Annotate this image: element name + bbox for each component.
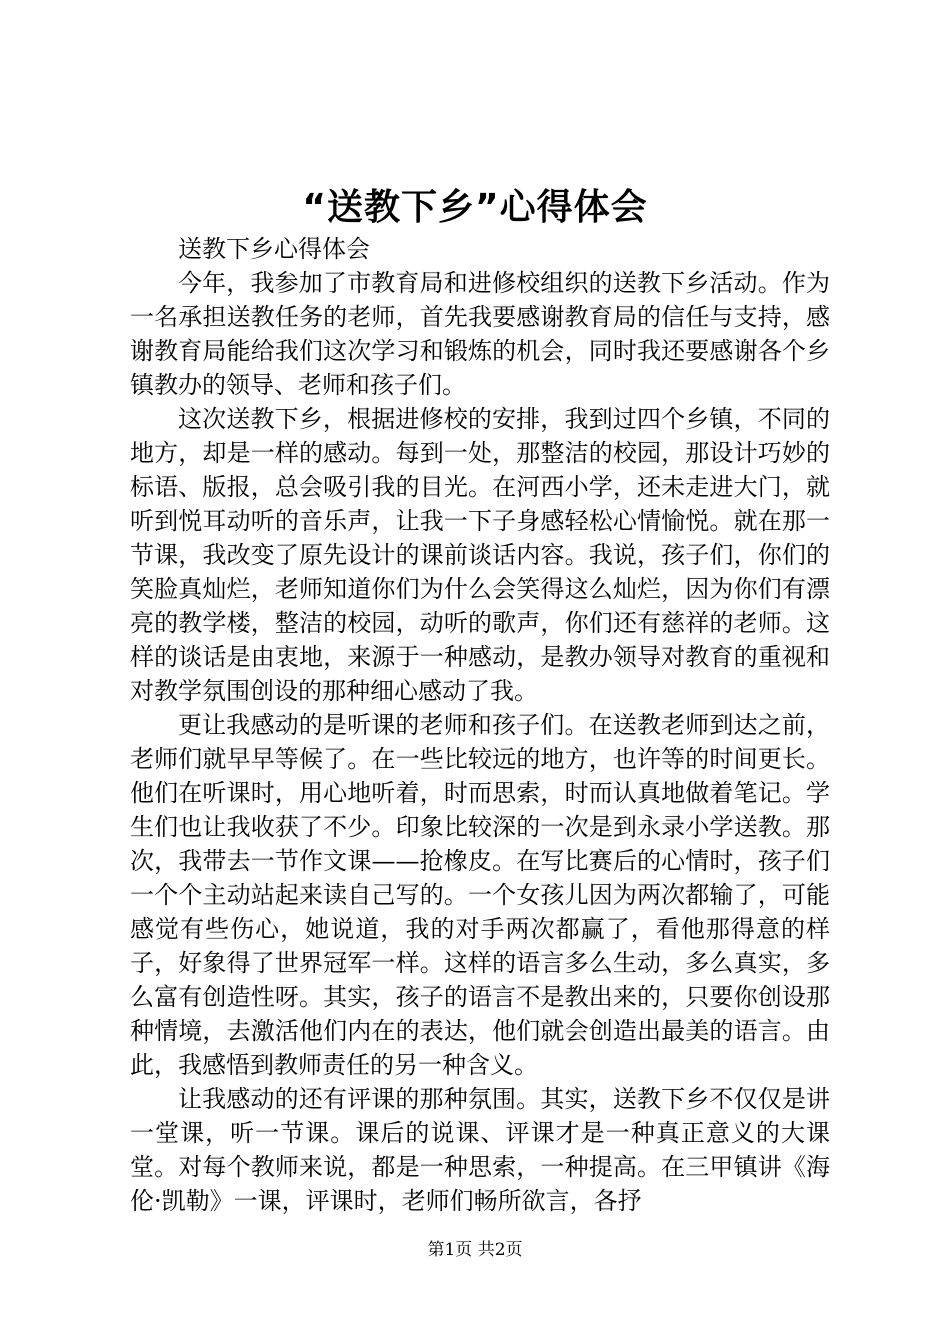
document-subtitle: 送教下乡心得体会 [178, 235, 370, 263]
document-title: “送教下乡”心得体会 [302, 187, 648, 228]
paragraph: 更让我感动的是听课的老师和孩子们。在送教老师到达之前，老师们就早早等候了。在一些比较远的地方，也许等的时间更长。他们在听课时，用心地听着，时而思索，时而认真地做着笔记。学生们也让我收获了不少。印象比较深的一次是到永录小学送教。那次，我带去一节作文课——抢橡皮。在写比赛后的心情时，孩子们一个个主动站起来读自己写的。一个女孩儿因为两次都输了，可能感觉有些伤心，她说道，我的对手两次都赢了，看他那得意的样子，好象得了世界冠军一样。这样的语言多么生动，多么真实，多么富有创造性呀。其实，孩子的语言不是教出来的，只要你创设那种情境，去激活他们内在的表达，他们就会创造出最美的语言。由此，我感悟到教师责任的另一种含义。 [130, 711, 830, 1079]
page-footer: 第1页 共2页 [427, 1240, 523, 1260]
paragraph: 让我感动的还有评课的那种氛围。其实，送教下乡不仅仅是讲一堂课，听一节课。课后的说课、评课才是一种真正意义的大课堂。对每个教师来说，都是一种思索，一种提高。在三甲镇讲《海伦·凯勒》一课，评课时，老师们畅所欲言，各抒 [130, 1085, 830, 1215]
paragraph: 这次送教下乡，根据进修校的安排，我到过四个乡镇，不同的地方，却是一样的感动。每到一处，那整洁的校园，那设计巧妙的标语、版报，总会吸引我的目光。在河西小学，还未走进大门，就听到悦耳动听的音乐声，让我一下子身感轻松心情愉悦。就在那一节课，我改变了原先设计的课前谈话内容。我说，孩子们，你们的笑脸真灿烂，老师知道你们为什么会笑得这么灿烂，因为你们有漂亮的教学楼，整洁的校园，动听的歌声，你们还有慈祥的老师。这样的谈话是由衷地，来源于一种感动，是教办领导对教育的重视和对教学氛围创设的那种细心感动了我。 [130, 405, 830, 705]
document-body [130, 232, 830, 1218]
paragraph: 今年，我参加了市教育局和进修校组织的送教下乡活动。作为一名承担送教任务的老师，首先我要感谢教育局的信任与支持，感谢教育局能给我们这次学习和锻炼的机会，同时我还要感谢各个乡镇教办的领导、老师和孩子们。 [130, 269, 830, 399]
